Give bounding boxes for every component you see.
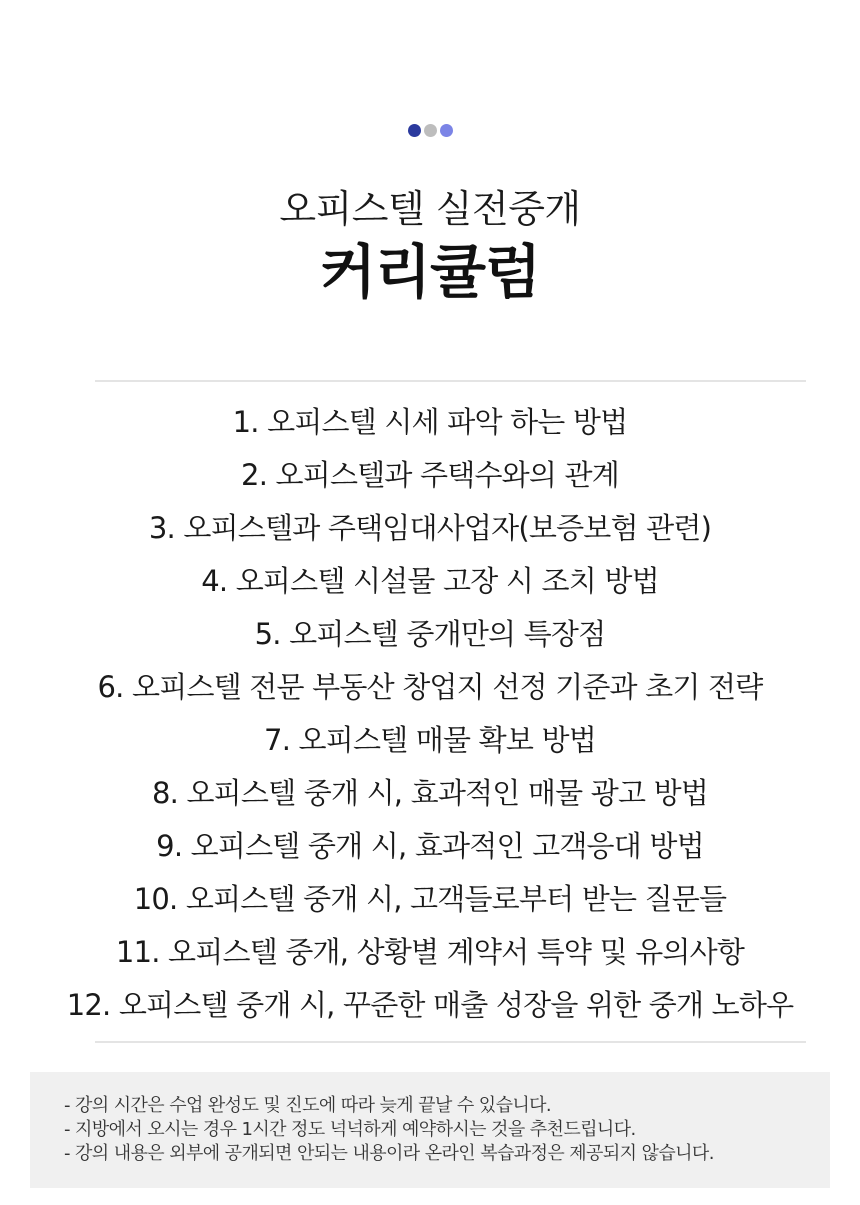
slide-indicator — [0, 124, 860, 137]
page-subtitle: 오피스텔 실전중개 — [279, 187, 581, 231]
notice-line: - 강의 내용은 외부에 공개되면 안되는 내용이라 온라인 복습과정은 제공되지 않습니다. — [64, 1143, 714, 1164]
notice-line: - 지방에서 오시는 경우 1시간 정도 넉넉하게 예약하시는 것을 추천드립니다. — [64, 1119, 636, 1140]
curriculum-item: 2. 오피스텔과 주택수와의 관계 — [241, 458, 619, 492]
curriculum-item: 5. 오피스텔 중개만의 특장점 — [254, 617, 606, 651]
indicator-dot — [424, 124, 437, 137]
curriculum-item: 8. 오피스텔 중개 시, 효과적인 매물 광고 방법 — [151, 776, 709, 810]
curriculum-item: 10. 오피스텔 중개 시, 고객들로부터 받는 질문들 — [133, 882, 727, 916]
curriculum-item: 12. 오피스텔 중개 시, 꾸준한 매출 성장을 위한 중개 노하우 — [66, 988, 794, 1022]
curriculum-item: 3. 오피스텔과 주택임대사업자(보증보험 관련) — [148, 511, 712, 545]
page-title: 커리큘럼 — [319, 238, 541, 306]
notice-line: - 강의 시간은 수업 완성도 및 진도에 따라 늦게 끝날 수 있습니다. — [64, 1095, 552, 1116]
divider-top — [95, 380, 806, 382]
curriculum-item: 4. 오피스텔 시설물 고장 시 조치 방법 — [201, 564, 659, 598]
indicator-dot — [408, 124, 421, 137]
curriculum-item: 7. 오피스텔 매물 확보 방법 — [264, 723, 596, 757]
curriculum-item: 9. 오피스텔 중개 시, 효과적인 고객응대 방법 — [156, 829, 704, 863]
indicator-dot — [440, 124, 453, 137]
curriculum-item: 11. 오피스텔 중개, 상황별 계약서 특약 및 유의사항 — [115, 935, 745, 969]
divider-bottom — [95, 1041, 806, 1043]
curriculum-list — [0, 396, 860, 1032]
curriculum-item: 1. 오피스텔 시세 파악 하는 방법 — [232, 405, 628, 439]
curriculum-item: 6. 오피스텔 전문 부동산 창업지 선정 기준과 초기 전략 — [97, 670, 763, 704]
notice-box — [30, 1072, 830, 1188]
